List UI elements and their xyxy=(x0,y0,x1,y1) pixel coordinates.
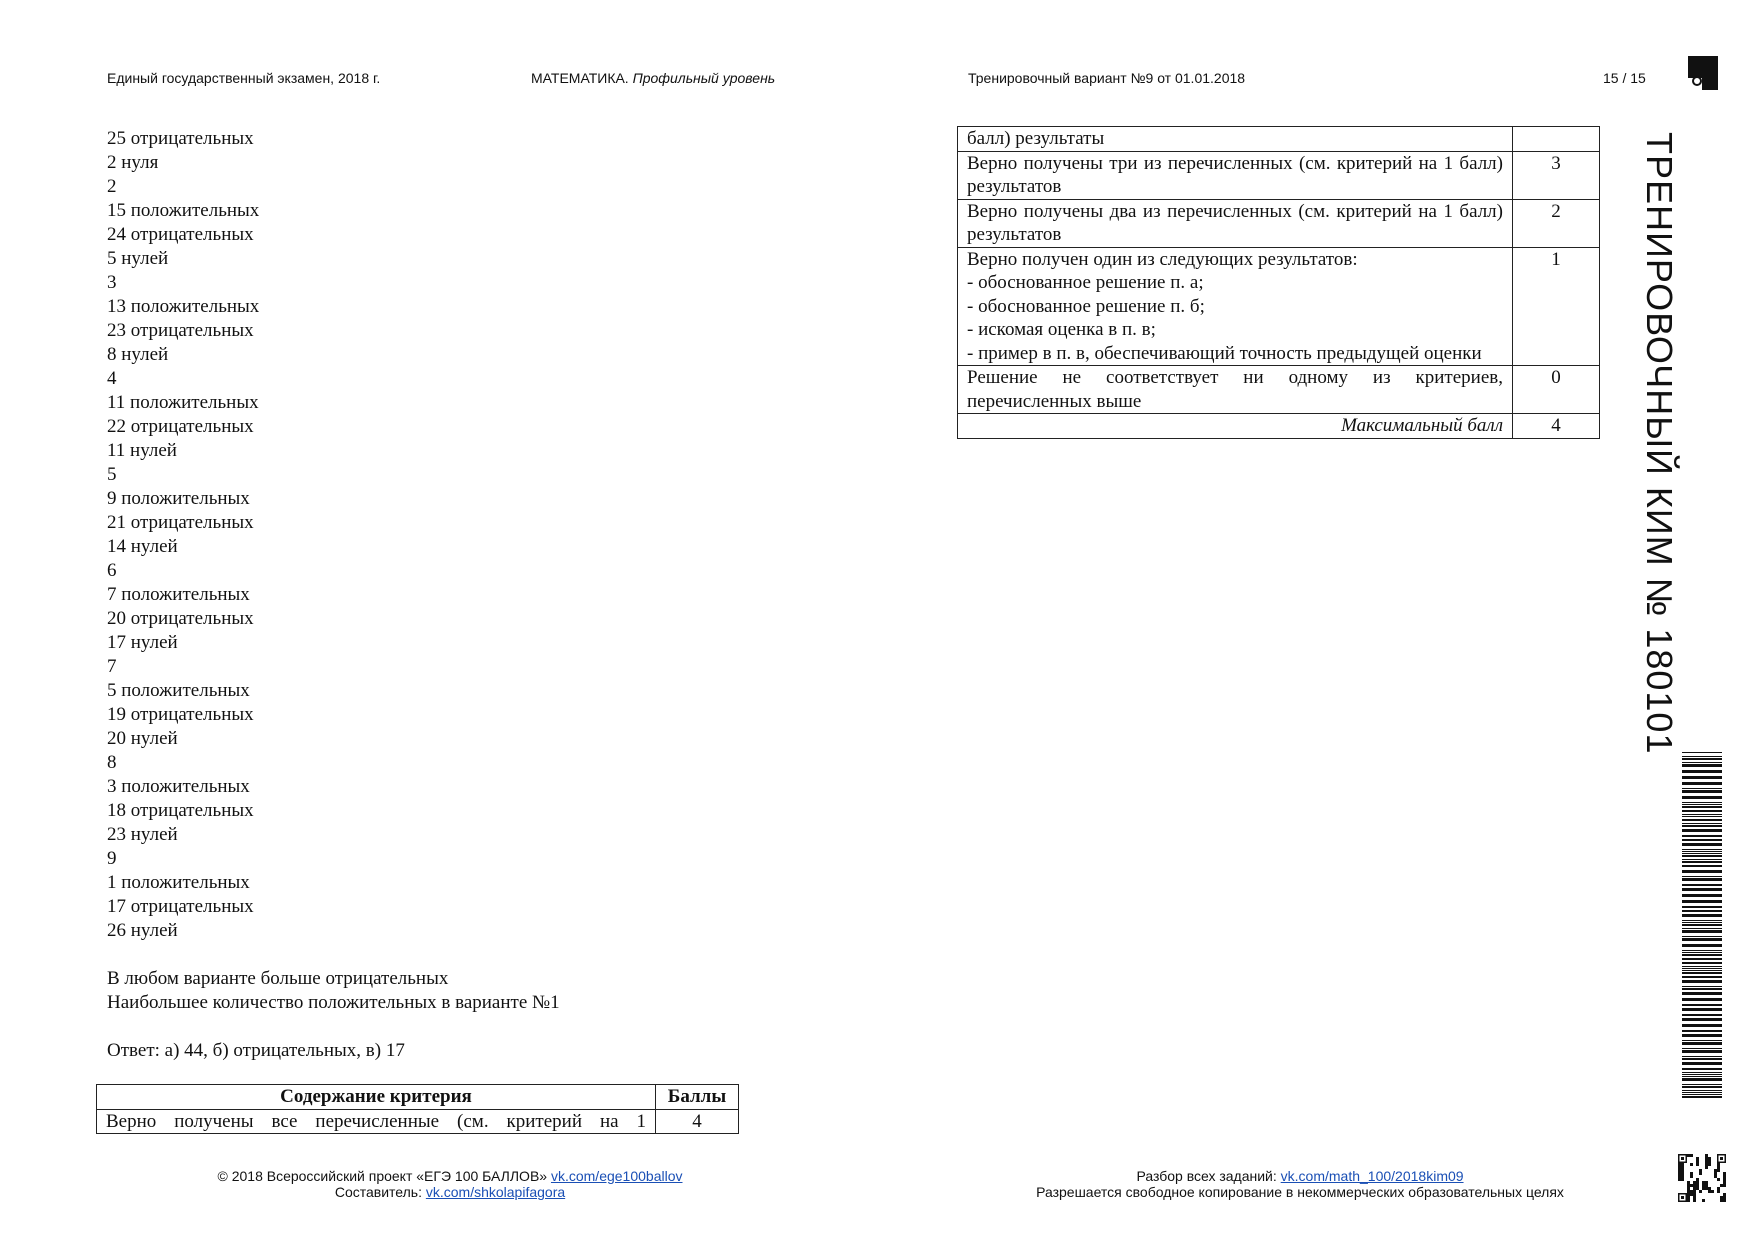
footer-right xyxy=(1020,1168,1580,1200)
solution-line: 23 нулей xyxy=(107,824,178,845)
criteria-row-text xyxy=(958,247,1513,366)
solution-line: 11 нулей xyxy=(107,440,177,461)
solution-line: 19 отрицательных xyxy=(107,704,254,725)
criteria-line: Верно получен один из следующих результатов: xyxy=(967,248,1358,270)
solution-line: 17 отрицательных xyxy=(107,896,254,917)
solution-line: 15 положительных xyxy=(107,200,260,221)
license-text: Разрешается свободное копирование в некоммерческих образовательных целях xyxy=(1036,1184,1564,1200)
solution-line: 20 нулей xyxy=(107,728,178,749)
solution-line: 4 xyxy=(107,368,117,389)
criteria-row xyxy=(958,199,1600,247)
criteria-row-text: Верно получены все перечисленные (см. критерий на 1 xyxy=(97,1109,656,1134)
solution-lines xyxy=(107,127,727,943)
solution-line: 2 нуля xyxy=(107,152,159,173)
answer-line: Ответ: а) 44, б) отрицательных, в) 17 xyxy=(107,1040,405,1061)
solution-line: 14 нулей xyxy=(107,536,178,557)
criteria-line: - пример в п. в, обеспечивающий точность предыдущей оценки xyxy=(967,342,1482,364)
solution-line: 20 отрицательных xyxy=(107,608,254,629)
criteria-row-points: 3 xyxy=(1513,151,1600,199)
criteria-max-row xyxy=(958,414,1600,439)
training-kim-stamp: ТРЕНИРОВОЧНЫЙ КИМ № 180101 xyxy=(1639,132,1680,755)
solution-line: 3 положительных xyxy=(107,776,250,797)
criteria-header-points: Баллы xyxy=(656,1085,739,1110)
criteria-row-text: Верно получены три из перечисленных (см. критерий на 1 балл) результатов xyxy=(958,151,1513,199)
criteria-row-points xyxy=(1513,127,1600,152)
solution-line: 7 xyxy=(107,656,117,677)
solution-line: 9 xyxy=(107,848,117,869)
criteria-header-row xyxy=(97,1085,739,1110)
variant-title: Тренировочный вариант №9 от 01.01.2018 xyxy=(968,70,1246,86)
criteria-row xyxy=(958,151,1600,199)
criteria-row-points: 2 xyxy=(1513,199,1600,247)
max-score-label: Максимальный балл xyxy=(958,414,1513,439)
solution-line: 3 xyxy=(107,272,117,293)
page-number: 15 / 15 xyxy=(1603,70,1646,86)
criteria-line: - искомая оценка в п. в; xyxy=(967,319,1156,340)
solution-line: 13 положительных xyxy=(107,296,260,317)
footer-left xyxy=(205,1168,695,1200)
max-score-value: 4 xyxy=(1513,414,1600,439)
solution-line: 6 xyxy=(107,560,117,581)
exam-title: Единый государственный экзамен, 2018 г. xyxy=(107,70,381,86)
conclusion-line-2: Наибольшее количество положительных в варианте №1 xyxy=(107,992,560,1013)
solution-line: 23 отрицательных xyxy=(107,320,254,341)
conclusion-line-1: В любом варианте больше отрицательных xyxy=(107,968,449,989)
solution-line: 18 отрицательных xyxy=(107,800,254,821)
criteria-row xyxy=(958,366,1600,414)
solution-line: 25 отрицательных xyxy=(107,128,254,149)
criteria-row-points: 1 xyxy=(1513,247,1600,366)
criteria-line: - обоснованное решение п. б; xyxy=(967,295,1205,317)
criteria-row-points: 0 xyxy=(1513,366,1600,414)
analysis-label: Разбор всех заданий: xyxy=(1136,1168,1277,1184)
solution-line: 21 отрицательных xyxy=(107,512,254,533)
criteria-table-continued xyxy=(957,126,1600,439)
criteria-table xyxy=(96,1084,739,1134)
solution-line: 5 xyxy=(107,464,117,485)
solution-line: 5 положительных xyxy=(107,680,250,701)
barcode-icon xyxy=(1682,752,1722,1100)
criteria-row-text: Решение не соответствует ни одному из критериев, перечисленных выше xyxy=(958,366,1513,414)
compiler-link[interactable]: vk.com/shkolapifagora xyxy=(425,1184,566,1200)
criteria-row xyxy=(97,1109,739,1134)
subject-name: МАТЕМАТИКА. xyxy=(531,70,629,86)
solution-line: 24 отрицательных xyxy=(107,224,254,245)
criteria-row xyxy=(958,247,1600,366)
solution-list xyxy=(107,127,727,1063)
criteria-line: - обоснованное решение п. а; xyxy=(967,272,1204,293)
solution-line: 17 нулей xyxy=(107,632,178,653)
solution-line: 22 отрицательных xyxy=(107,416,254,437)
solution-line: 1 положительных xyxy=(107,872,250,893)
ege-logo-icon xyxy=(1688,56,1718,90)
solution-line: 7 положительных xyxy=(107,584,250,605)
solution-line: 11 положительных xyxy=(107,392,259,413)
criteria-header-content: Содержание критерия xyxy=(97,1085,656,1110)
solution-line: 9 положительных xyxy=(107,488,250,509)
solution-line: 5 нулей xyxy=(107,248,169,269)
solution-line: 26 нулей xyxy=(107,920,178,941)
qr-code-icon xyxy=(1678,1154,1726,1202)
copyright-text: © 2018 Всероссийский проект «ЕГЭ 100 БАЛЛОВ» xyxy=(217,1168,548,1184)
criteria-row xyxy=(958,127,1600,152)
criteria-row-points: 4 xyxy=(656,1109,739,1134)
criteria-row-text: Верно получены два из перечисленных (см. критерий на 1 балл) результатов xyxy=(958,199,1513,247)
solution-line: 8 xyxy=(107,752,117,773)
subject-level: Профильный уровень xyxy=(632,70,776,86)
compiler-label: Составитель: xyxy=(334,1184,422,1200)
solution-line: 2 xyxy=(107,176,117,197)
solution-line: 8 нулей xyxy=(107,344,169,365)
criteria-row-text: балл) результаты xyxy=(958,127,1513,152)
analysis-link[interactable]: vk.com/math_100/2018kim09 xyxy=(1280,1168,1464,1184)
subject-title xyxy=(531,70,775,86)
project-link[interactable]: vk.com/ege100ballov xyxy=(550,1168,683,1184)
